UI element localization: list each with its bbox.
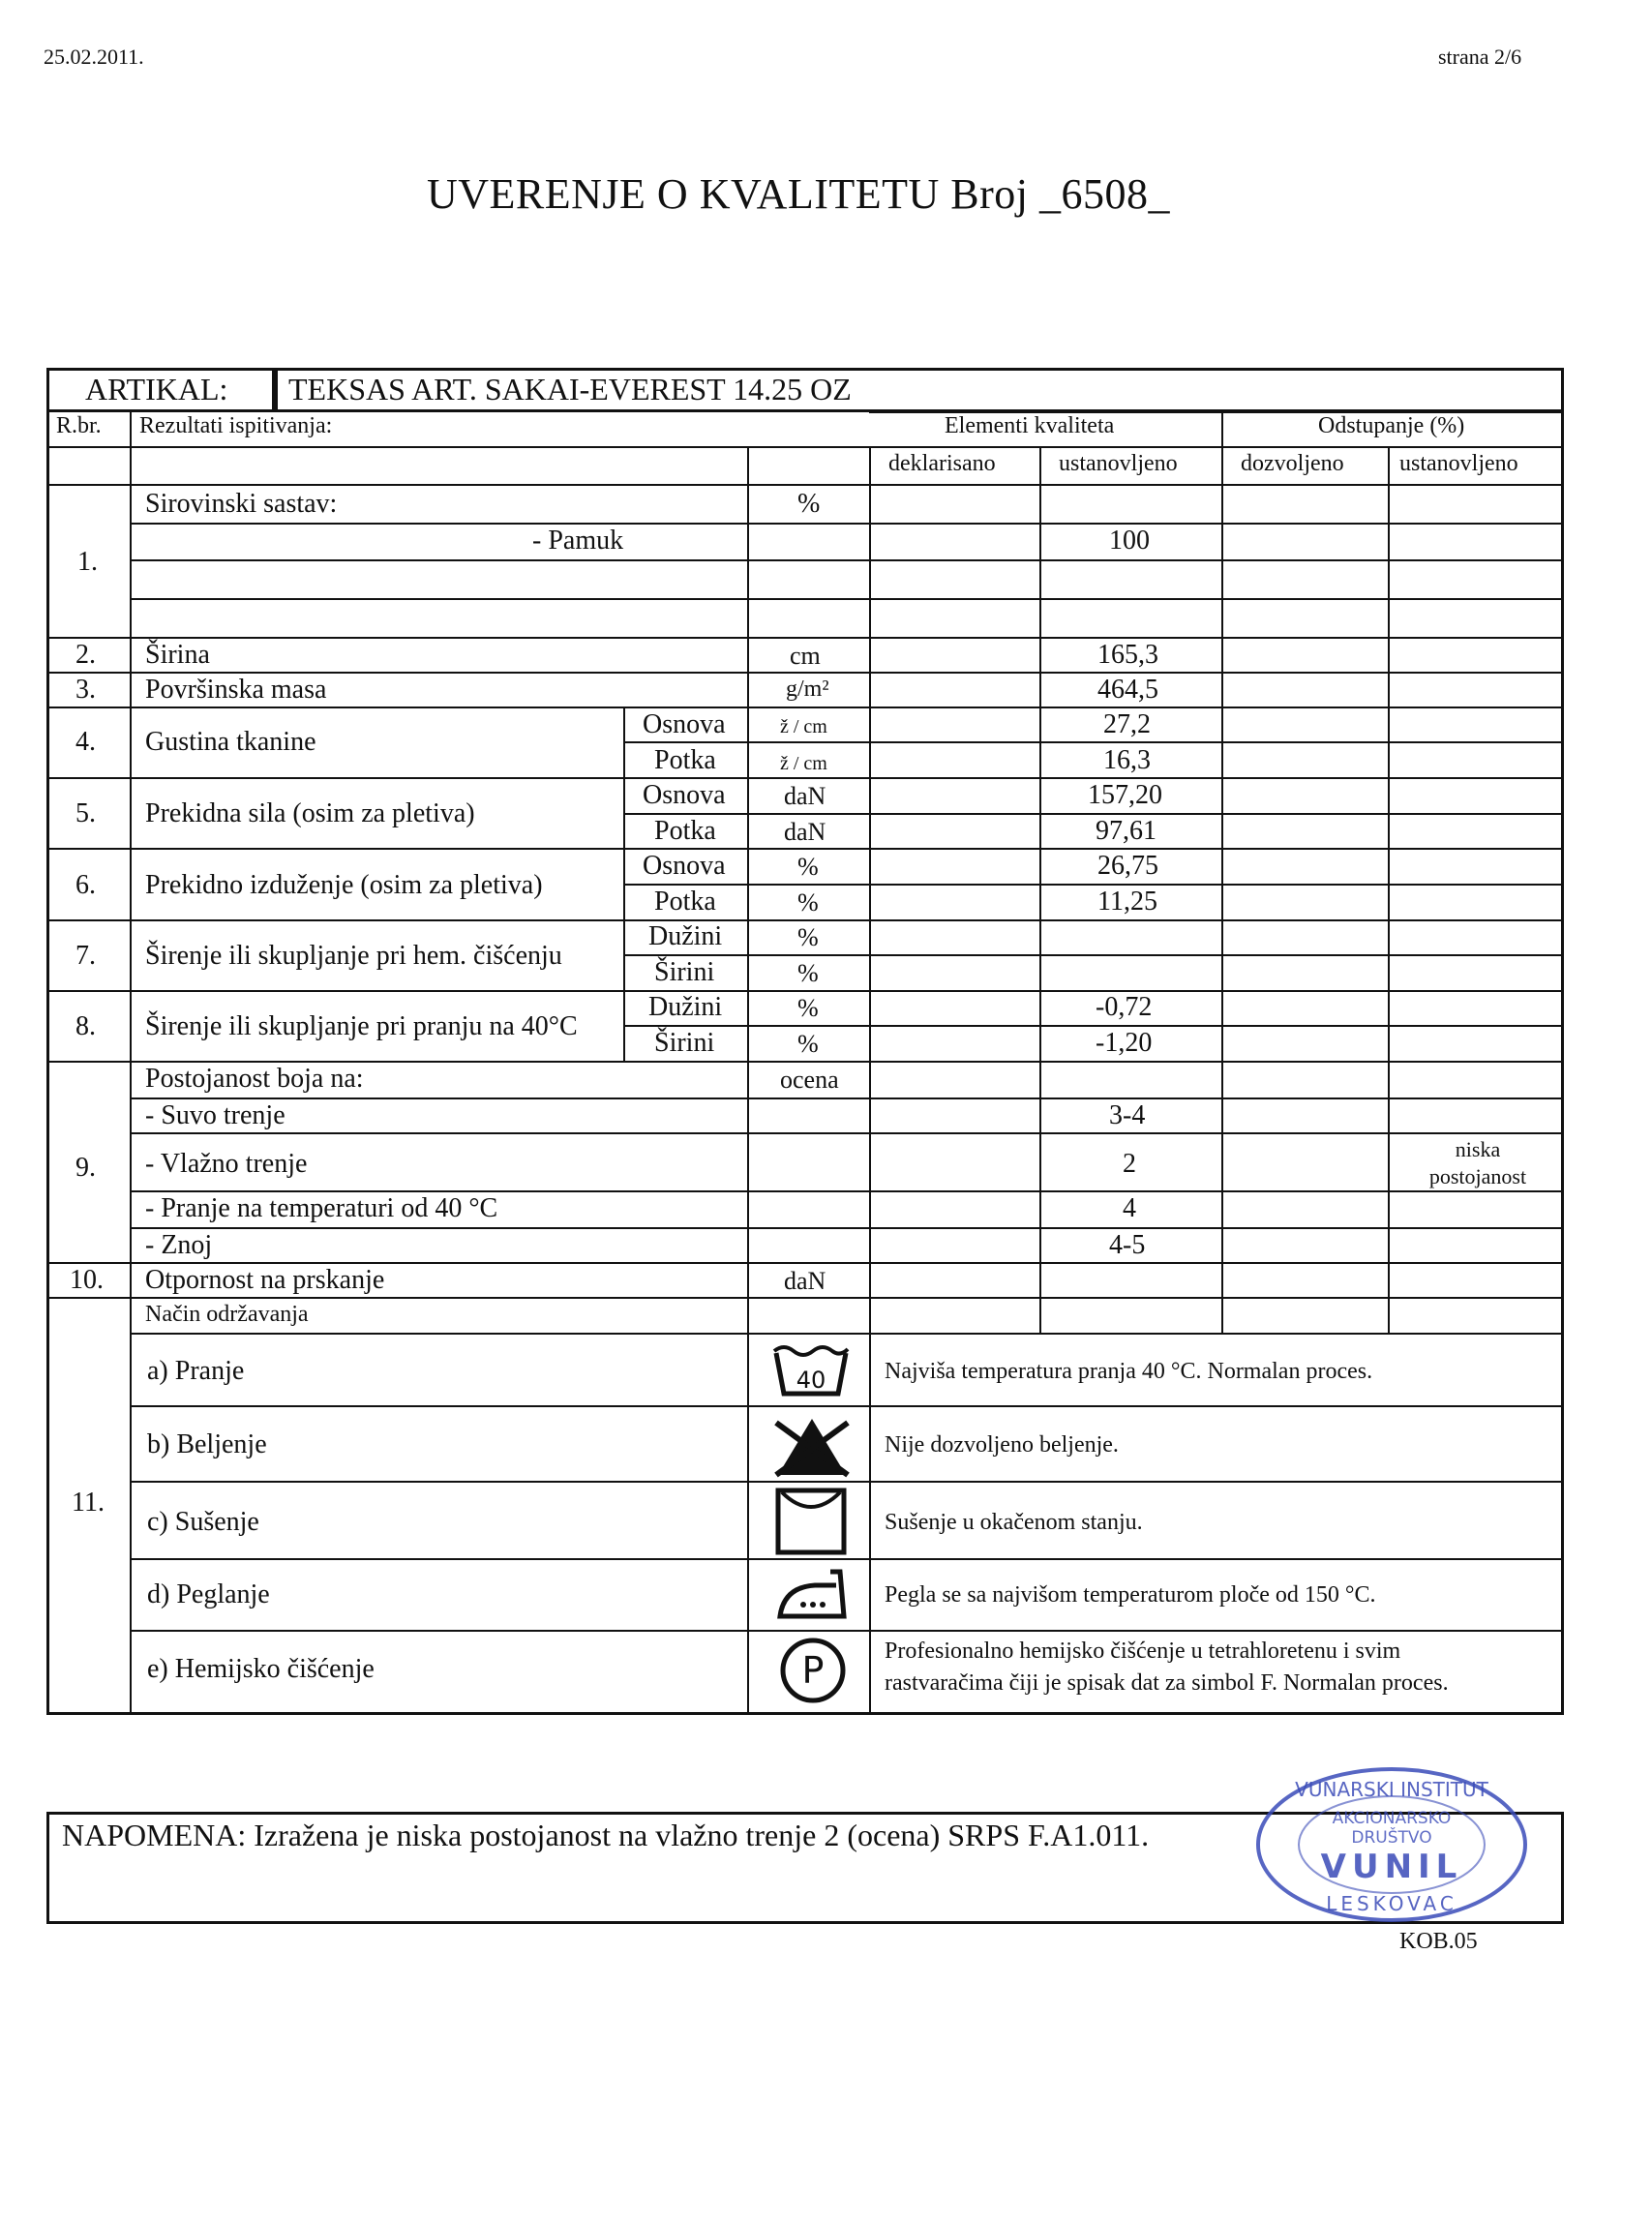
row-5-number: 5. xyxy=(75,798,96,828)
row-3-name: Površinska masa xyxy=(145,675,327,705)
row-8-name: Širenje ili skupljanje pri pranju na 40°C xyxy=(145,1011,578,1041)
row-2-name: Širina xyxy=(145,640,210,670)
row-5-name: Prekidna sila (osim za pletiva) xyxy=(145,798,475,828)
wash-temperature: 40 xyxy=(796,1367,826,1394)
row-9-item-4-label: - Znoj xyxy=(145,1230,213,1260)
row-1-number: 1. xyxy=(77,547,98,577)
row-1-unit: % xyxy=(797,489,821,519)
row-9-name: Postojanost boja na: xyxy=(145,1064,364,1094)
footer-code: KOB.05 xyxy=(1399,1929,1478,1954)
row-8-value-1: -0,72 xyxy=(1096,992,1153,1022)
document-title: UVERENJE O KVALITETU Broj _6508_ xyxy=(426,170,1171,218)
row-6-value-2: 11,25 xyxy=(1097,887,1157,917)
col-elements: Elementi kvaliteta xyxy=(945,413,1115,438)
row-9-item-2-value: 2 xyxy=(1123,1149,1136,1179)
care-e-desc-line2: rastvaračima čiji je spisak dat za simbol F. Normalan proces. xyxy=(885,1670,1449,1696)
row-10-number: 10. xyxy=(70,1265,104,1295)
row-11-name: Način održavanja xyxy=(145,1302,309,1327)
care-b-label: b) Beljenje xyxy=(147,1429,267,1459)
col-established: ustanovljeno xyxy=(1059,451,1178,476)
row-9-number: 9. xyxy=(75,1153,96,1183)
row-9-item-4-value: 4-5 xyxy=(1109,1230,1146,1260)
header-page-number: strana 2/6 xyxy=(1438,45,1522,69)
row-8-unit-1: % xyxy=(797,994,819,1022)
col-established-deviation: ustanovljeno xyxy=(1399,451,1518,476)
company-stamp-icon xyxy=(1250,1761,1533,1926)
row-7-unit-2: % xyxy=(797,959,819,987)
row-5-value-2: 97,61 xyxy=(1096,816,1156,846)
line-dry-icon xyxy=(774,1487,848,1556)
row-1-sub: - Pamuk xyxy=(532,526,624,556)
row-6-unit-2: % xyxy=(797,888,819,917)
care-b-desc: Nije dozvoljeno beljenje. xyxy=(885,1432,1119,1458)
row-7-name: Širenje ili skupljanje pri hem. čišćenju xyxy=(145,941,562,971)
iron-icon xyxy=(776,1568,850,1622)
row-4-value-1: 27,2 xyxy=(1103,709,1151,739)
care-a-label: a) Pranje xyxy=(147,1356,245,1386)
col-rbr: R.br. xyxy=(56,413,102,438)
care-c-label: c) Sušenje xyxy=(147,1507,259,1537)
col-results: Rezultati ispitivanja: xyxy=(139,413,333,438)
row-5-value-1: 157,20 xyxy=(1088,780,1162,810)
wash-40-icon xyxy=(770,1341,852,1398)
row-1-name: Sirovinski sastav: xyxy=(145,489,338,519)
svg-text:LESKOVAC: LESKOVAC xyxy=(1326,1892,1457,1915)
row-9-item-1-value: 3-4 xyxy=(1109,1100,1146,1130)
row-6-sub-1: Osnova xyxy=(643,851,726,881)
row-6-name: Prekidno izduženje (osim za pletiva) xyxy=(145,870,543,900)
row-3-unit: g/m² xyxy=(786,677,829,702)
row-8-sub-1: Dužini xyxy=(648,992,723,1022)
row-10-unit: daN xyxy=(784,1267,826,1295)
col-declared: deklarisano xyxy=(888,451,996,476)
row-7-unit-1: % xyxy=(797,923,819,951)
row-7-sub-2: Širini xyxy=(654,957,715,987)
row-4-sub-1: Osnova xyxy=(643,709,726,739)
row-8-value-2: -1,20 xyxy=(1096,1028,1153,1058)
care-d-label: d) Peglanje xyxy=(147,1579,270,1609)
care-e-desc-line1: Profesionalno hemijsko čišćenje u tetrahloretenu i svim xyxy=(885,1639,1401,1664)
col-allowed: dozvoljeno xyxy=(1241,451,1344,476)
row-2-unit: cm xyxy=(790,642,821,670)
care-c-desc: Sušenje u okačenom stanju. xyxy=(885,1510,1143,1535)
row-4-unit-2: ž / cm xyxy=(780,753,827,774)
row-8-unit-2: % xyxy=(797,1030,819,1058)
row-4-number: 4. xyxy=(75,727,96,757)
row-4-unit-1: ž / cm xyxy=(780,716,827,737)
care-e-label: e) Hemijsko čišćenje xyxy=(147,1654,375,1684)
row-6-value-1: 26,75 xyxy=(1097,851,1158,881)
article-label: ARTIKAL: xyxy=(85,372,228,406)
svg-text:VUNIL: VUNIL xyxy=(1320,1848,1463,1886)
row-6-number: 6. xyxy=(75,870,96,900)
care-d-desc: Pegla se sa najvišom temperaturom ploče od 150 °C. xyxy=(885,1582,1376,1608)
row-9-unit: ocena xyxy=(780,1066,839,1094)
col-deviation: Odstupanje (%) xyxy=(1318,413,1465,438)
row-5-sub-2: Potka xyxy=(654,816,716,846)
row-8-sub-2: Širini xyxy=(654,1028,715,1058)
care-a-desc: Najviša temperatura pranja 40 °C. Normalan proces. xyxy=(885,1359,1373,1384)
row-1-value: 100 xyxy=(1109,526,1150,556)
row-4-sub-2: Potka xyxy=(654,745,716,775)
article-value: TEKSAS ART. SAKAI-EVEREST 14.25 OZ xyxy=(288,372,852,406)
note-text: NAPOMENA: Izražena je niska postojanost na vlažno trenje 2 (ocena) SRPS F.A1.011. xyxy=(62,1818,1150,1852)
row-10-name: Otpornost na prskanje xyxy=(145,1265,385,1295)
row-2-number: 2. xyxy=(75,640,96,670)
header-date: 25.02.2011. xyxy=(44,45,144,69)
row-7-sub-1: Dužini xyxy=(648,921,723,951)
row-9-item-1-label: - Suvo trenje xyxy=(145,1100,285,1130)
row-3-number: 3. xyxy=(75,675,96,705)
row-9-item-2-label: - Vlažno trenje xyxy=(145,1149,308,1179)
row-9-item-3-label: - Pranje na temperaturi od 40 °C xyxy=(145,1193,498,1223)
svg-text:DRUŠTVO: DRUŠTVO xyxy=(1351,1828,1432,1848)
row-6-unit-1: % xyxy=(797,853,819,881)
row-5-unit-2: daN xyxy=(784,818,826,846)
row-4-value-2: 16,3 xyxy=(1103,745,1151,775)
no-bleach-icon xyxy=(770,1415,854,1479)
row-2-value: 165,3 xyxy=(1097,640,1158,670)
row-6-sub-2: Potka xyxy=(654,887,716,917)
row-8-number: 8. xyxy=(75,1011,96,1041)
row-4-name: Gustina tkanine xyxy=(145,727,316,757)
row-3-value: 464,5 xyxy=(1097,675,1158,705)
row-11-number: 11. xyxy=(72,1488,105,1518)
svg-text:AKCIONARSKO: AKCIONARSKO xyxy=(1332,1809,1452,1828)
row-7-number: 7. xyxy=(75,941,96,971)
dry-clean-p-icon xyxy=(778,1636,848,1705)
row-9-item-3-value: 4 xyxy=(1123,1193,1136,1223)
row-5-sub-1: Osnova xyxy=(643,780,726,810)
row-9-item-2-note: niska postojanost xyxy=(1428,1137,1527,1188)
svg-text:VUNARSKI INSTITUT: VUNARSKI INSTITUT xyxy=(1295,1778,1488,1801)
dry-clean-letter: P xyxy=(801,1649,825,1692)
row-5-unit-1: daN xyxy=(784,782,826,810)
